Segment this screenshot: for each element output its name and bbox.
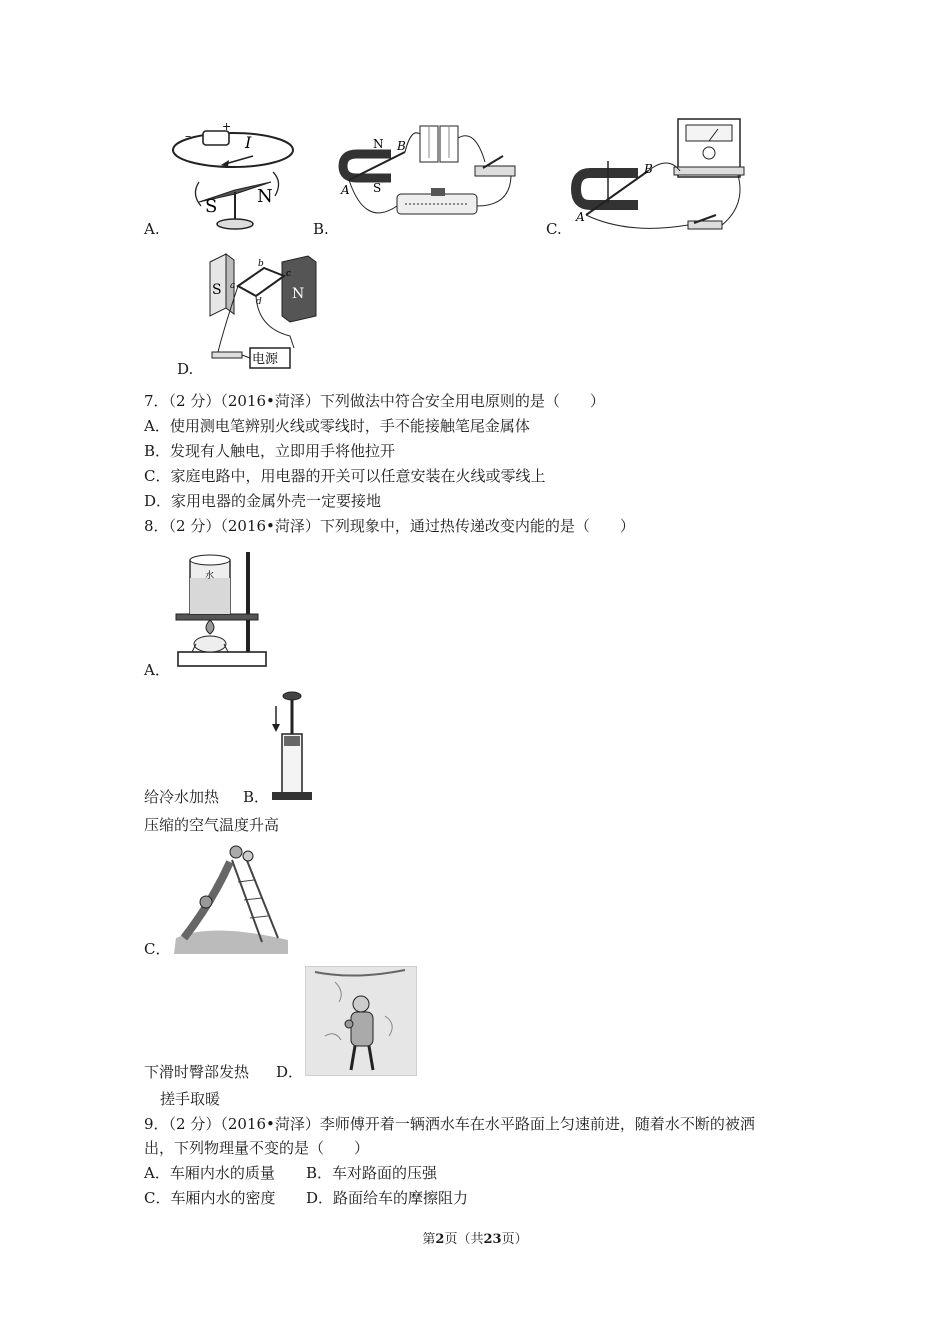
svg-text:+: + xyxy=(222,120,232,133)
q8-option-b-label: B． xyxy=(243,788,270,806)
q6-option-c-label: C. xyxy=(546,220,562,238)
q7-option-d: D．家用电器的金属外壳一定要接地 xyxy=(144,492,382,510)
svg-text:A: A xyxy=(341,183,350,197)
svg-text:d: d xyxy=(256,297,262,307)
q9-option-c: C．车厢内水的密度 xyxy=(144,1189,276,1207)
q8-option-a-label: A． xyxy=(144,661,170,679)
q8-option-d-caption: 搓手取暖 xyxy=(160,1090,221,1108)
q8-figure-c-slide xyxy=(172,842,288,954)
svg-text:c: c xyxy=(286,269,292,279)
svg-text:–: – xyxy=(185,129,191,143)
q8-figure-d-rubbing-hands xyxy=(305,966,417,1076)
q8-figure-b-air-piston xyxy=(266,690,316,804)
q9-option-a: A．车厢内水的质量 xyxy=(144,1164,275,1182)
total-page-count: 23 xyxy=(483,1232,502,1247)
q9-stem-line2: 出，下列物理量不变的是（ ） xyxy=(144,1139,370,1157)
q9-stem-line1: 9．（2 分）（2016•菏泽）李师傅开着一辆洒水车在水平路面上匀速前进，随着水不断的被洒 xyxy=(144,1115,755,1133)
svg-text:b: b xyxy=(258,259,264,269)
q7-option-c: C．家庭电路中，用电器的开关可以任意安装在火线或零线上 xyxy=(144,467,546,485)
q9-option-d: D．路面给车的摩擦阻力 xyxy=(306,1189,469,1207)
page-footer: 第2页（共23页） xyxy=(422,1232,528,1247)
svg-text:S: S xyxy=(373,181,382,195)
q8-figure-a-heating-beaker xyxy=(172,548,272,670)
svg-text:A: A xyxy=(576,210,585,224)
q8-option-d-label: D． xyxy=(276,1063,304,1081)
q8-option-a-caption: 给冷水加热 xyxy=(144,788,220,806)
q8-option-c-label: C． xyxy=(144,940,171,958)
q7-stem: 7．（2 分）（2016•菏泽）下列做法中符合安全用电原则的是（ ） xyxy=(144,392,605,410)
q8-option-c-caption: 下滑时臀部发热 xyxy=(144,1063,250,1081)
q7-option-b: B．发现有人触电，立即用手将他拉开 xyxy=(144,442,396,460)
svg-text:N: N xyxy=(257,186,273,207)
current-page-number: 2 xyxy=(435,1232,445,1247)
q6-figure-a-wire-compass xyxy=(165,120,305,235)
q6-option-a-label: A. xyxy=(144,220,160,238)
q6-figure-b-rail-circuit xyxy=(335,118,525,238)
q6-option-b-label: B. xyxy=(313,220,329,238)
svg-text:N: N xyxy=(373,137,384,151)
q6-figure-c-rail-meter xyxy=(568,115,748,237)
svg-text:S: S xyxy=(212,282,222,298)
q7-option-a: A．使用测电笔辨别火线或零线时，手不能接触笔尾金属体 xyxy=(144,417,530,435)
svg-text:水: 水 xyxy=(205,571,215,581)
q8-stem: 8．（2 分）（2016•菏泽）下列现象中，通过热传递改变内能的是（ ） xyxy=(144,517,635,535)
svg-text:N: N xyxy=(292,286,305,302)
svg-text:a: a xyxy=(230,281,236,291)
svg-text:B: B xyxy=(644,162,653,176)
q8-option-b-caption: 压缩的空气温度升高 xyxy=(144,816,280,834)
svg-text:B: B xyxy=(397,139,406,153)
svg-text:I: I xyxy=(245,133,252,152)
svg-text:S: S xyxy=(205,196,218,217)
q6-figure-d-coil-magnets xyxy=(198,248,328,378)
svg-text:电源: 电源 xyxy=(252,352,279,367)
q9-option-b: B．车对路面的压强 xyxy=(306,1164,438,1182)
q6-option-d-label: D. xyxy=(177,360,194,378)
